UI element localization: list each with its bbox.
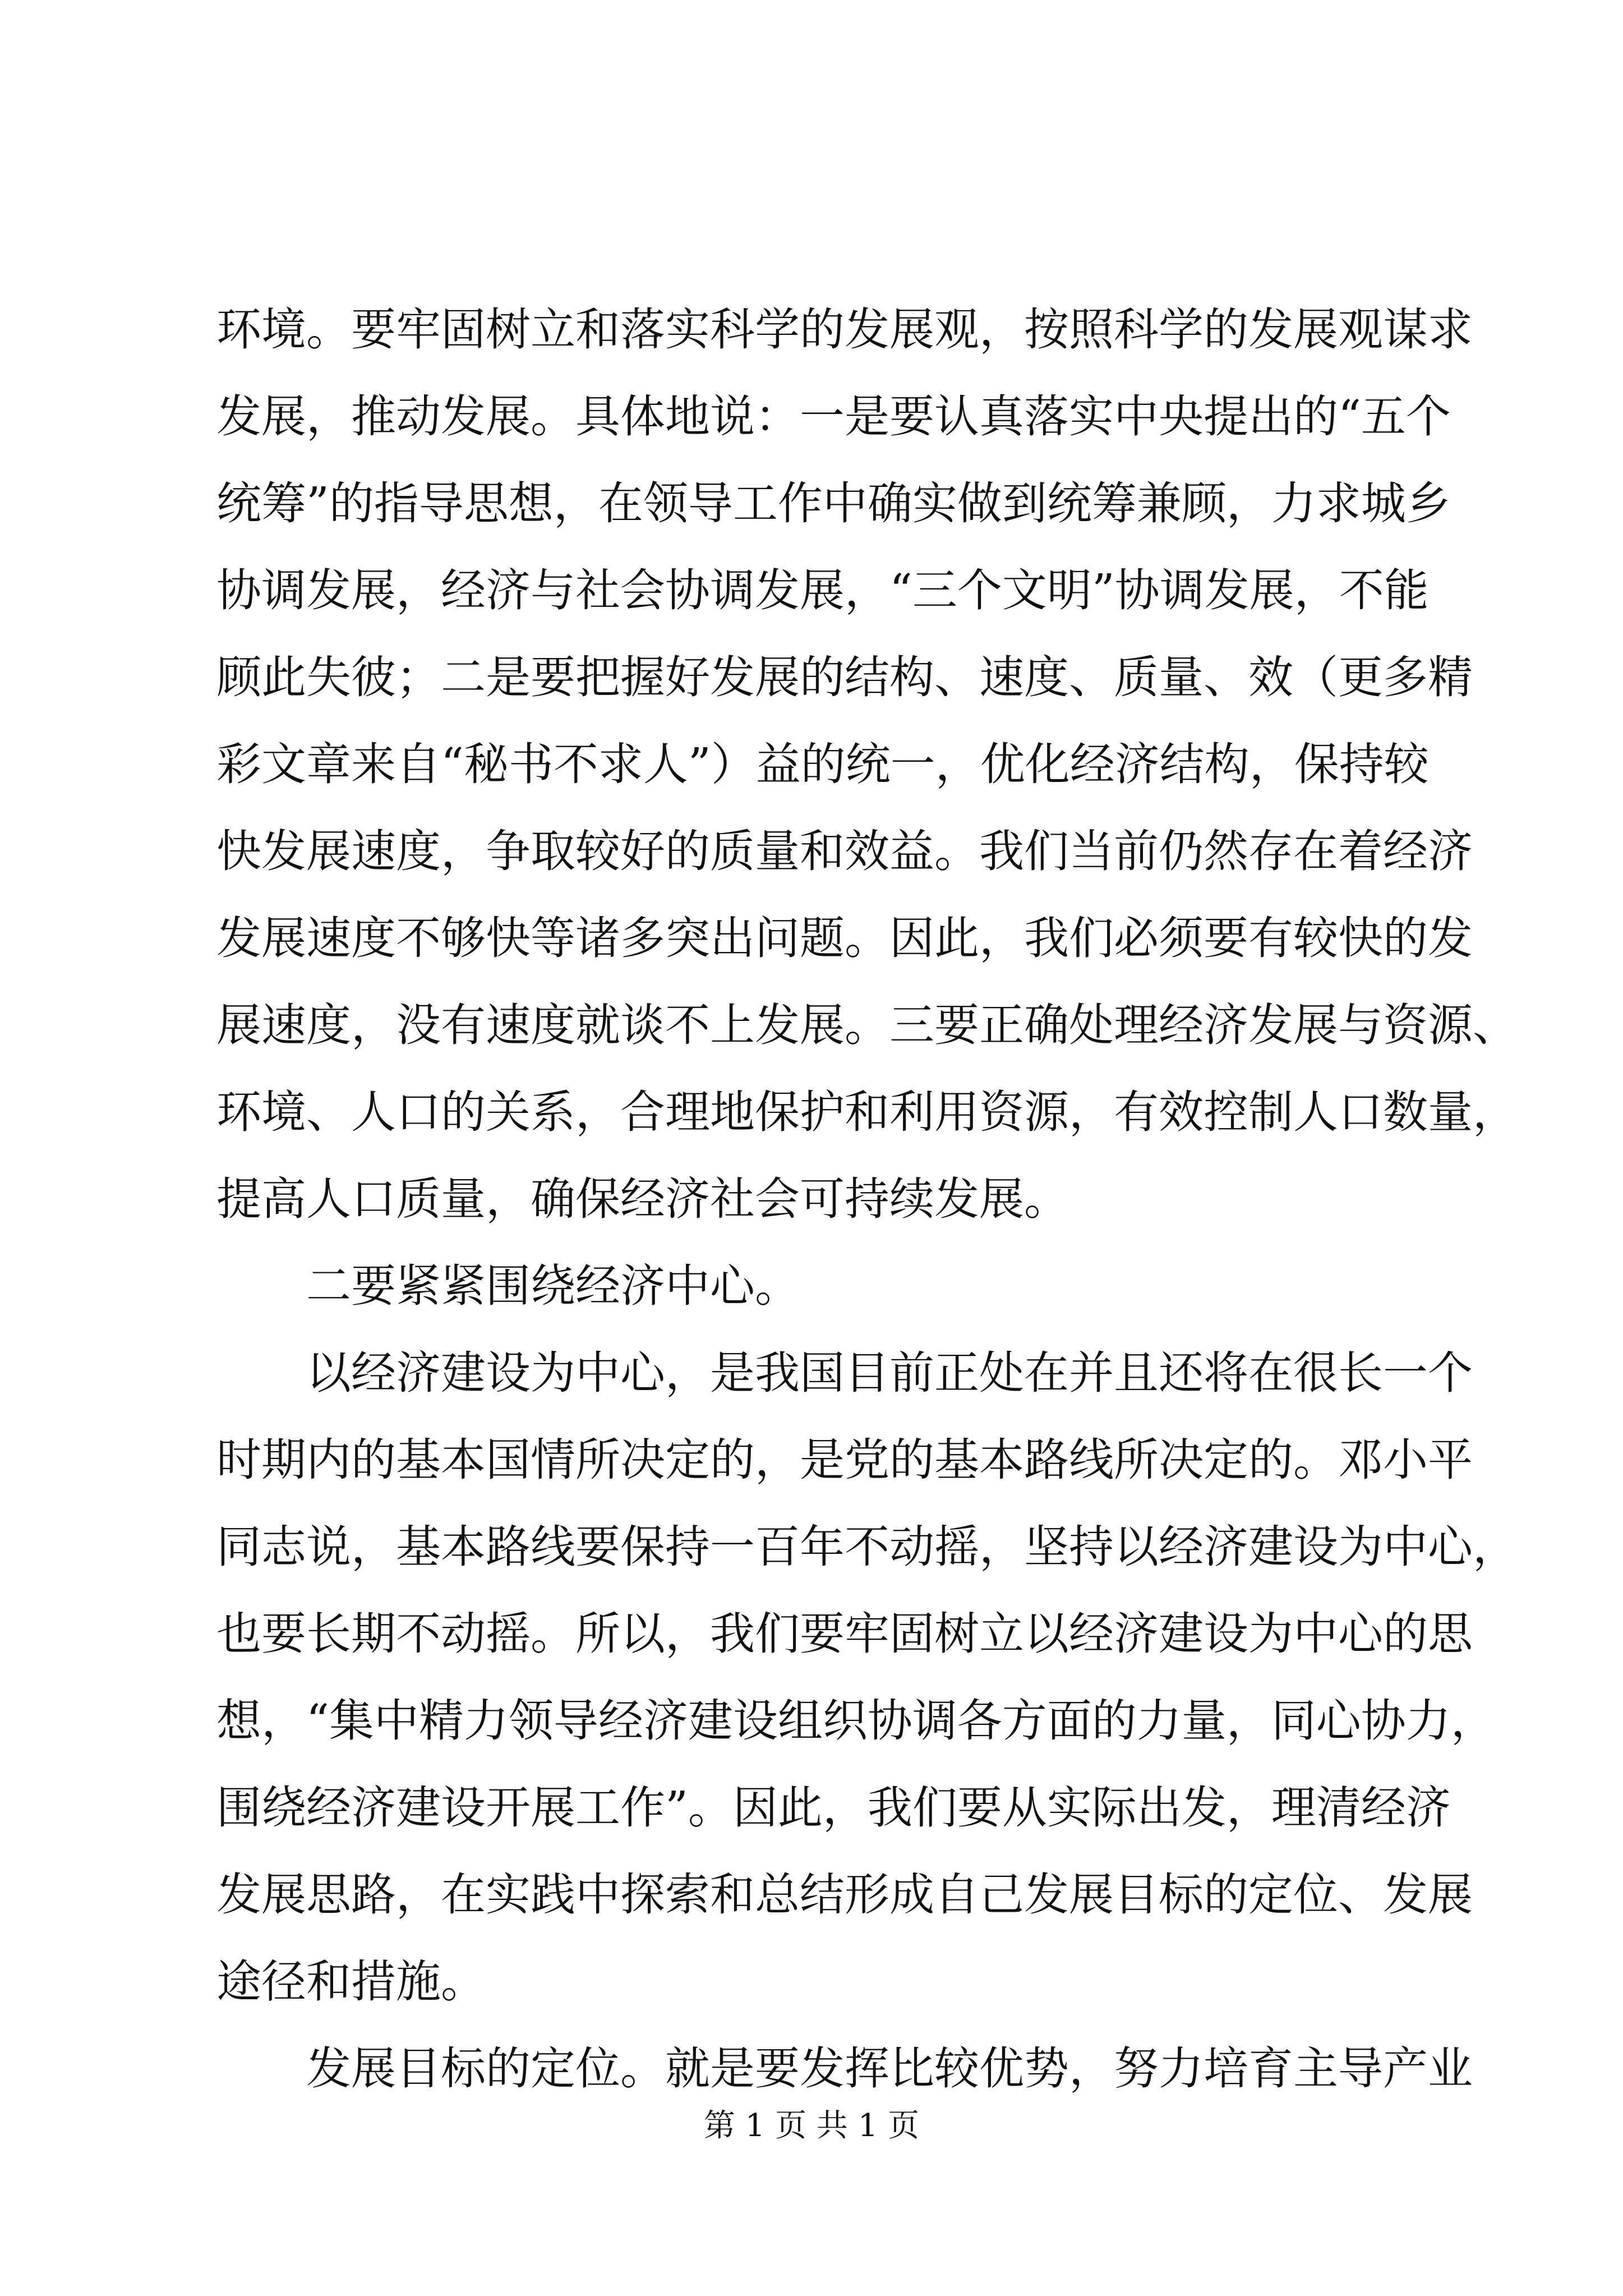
body-text-line: 想，“集中精力领导经济建设组织协调各方面的力量，同心协力，	[216, 1695, 1496, 1747]
body-text-line: 彩文章来自“秘书不求人”）益的统一，优化经济结构，保持较	[216, 738, 1429, 790]
body-text-line: 展速度，没有速度就谈不上发展。三要正确处理经济发展与资源、	[216, 999, 1518, 1051]
body-text-line: 快发展速度，争取较好的质量和效益。我们当前仍然存在着经济	[216, 825, 1473, 877]
body-text-line: 围绕经济建设开展工作”。因此，我们要从实际出发，理清经济	[216, 1782, 1451, 1834]
body-text-line: 时期内的基本国情所决定的，是党的基本路线所决定的。邓小平	[216, 1434, 1473, 1486]
body-text-line: 环境。要牢固树立和落实科学的发展观，按照科学的发展观谋求	[216, 303, 1473, 356]
body-text-line: 也要长期不动摇。所以，我们要牢固树立以经济建设为中心的思	[216, 1608, 1473, 1660]
page-number-footer: 第 1 页 共 1 页	[703, 2108, 920, 2144]
body-text-line: 以经济建设为中心，是我国目前正处在并且还将在很长一个	[306, 1347, 1473, 1399]
body-text-line: 同志说，基本路线要保持一百年不动摇，坚持以经济建设为中心，	[216, 1521, 1518, 1573]
body-text-line: 发展速度不够快等诸多突出问题。因此，我们必须要有较快的发	[216, 912, 1473, 964]
body-text-line: 协调发展，经济与社会协调发展，“三个文明”协调发展，不能	[216, 564, 1429, 616]
body-text-line: 提高人口质量，确保经济社会可持续发展。	[216, 1173, 1069, 1225]
body-text-line: 环境、人口的关系，合理地保护和利用资源，有效控制人口数量，	[216, 1086, 1518, 1138]
section-heading: 二要紧紧围绕经济中心。	[306, 1260, 800, 1312]
body-text-line: 途径和措施。	[216, 1955, 486, 2008]
body-text-line: 统筹”的指导思想，在领导工作中确实做到统筹兼顾，力求城乡	[216, 477, 1451, 530]
body-text-line: 发展思路，在实践中探索和总结形成自己发展目标的定位、发展	[216, 1869, 1473, 1921]
body-text-line: 发展，推动发展。具体地说：一是要认真落实中央提出的“五个	[216, 390, 1451, 443]
body-text-line: 顾此失彼；二是要把握好发展的结构、速度、质量、效（更多精	[216, 651, 1473, 703]
body-text-line: 发展目标的定位。就是要发挥比较优势，努力培育主导产业	[306, 2042, 1473, 2095]
